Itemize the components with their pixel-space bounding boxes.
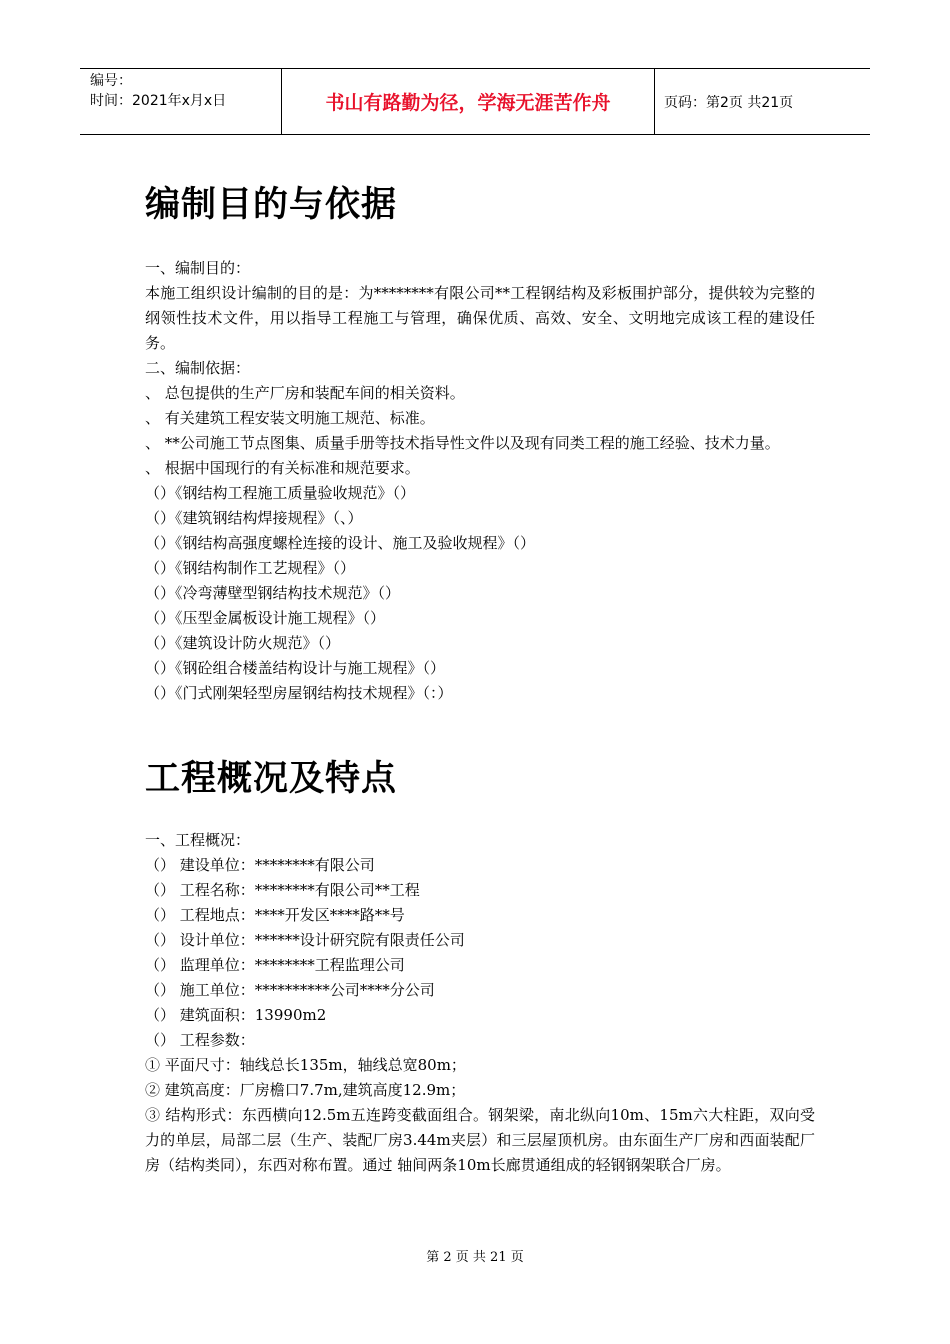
parameter-item: ② 建筑高度：厂房檐口7.7m,建筑高度12.9m； [145, 1081, 466, 1099]
section-overview-body [145, 828, 815, 1178]
page-header [80, 68, 870, 135]
standard-item: （）《建筑设计防火规范》（） [145, 634, 341, 652]
paragraph: 一、编制目的： [145, 259, 251, 277]
standard-item: （）《钢结构制作工艺规程》（） [145, 559, 356, 577]
section-title-overview: 工程概况及特点 [145, 759, 398, 799]
list-item: （） 工程参数： [145, 1031, 255, 1049]
document-number-label: 编号： [90, 73, 132, 89]
standard-item: （）《钢结构工程施工质量验收规范》（） [145, 484, 416, 502]
list-item: （） 工程地点：****开发区****路**号 [145, 906, 405, 924]
list-item: （） 施工单位：**********公司****分公司 [145, 981, 435, 999]
standard-item: （）《钢结构高强度螺栓连接的设计、施工及验收规程》（） [145, 534, 536, 552]
paragraph: 本施工组织设计编制的目的是：为********有限公司**工程钢结构及彩板围护部分，提供较为完整的纲领性技术文件，用以指导工程施工与管理，确保优质、高效、安全、文明地完成该工程的建设任务。 [145, 284, 815, 352]
parameter-item: ③ 结构形式：东西横向12.5m五连跨变截面组合。钢架梁，南北纵向10m、15m六大柱距，双向受力的单层，局部二层（生产、装配厂房3.44m夹层）和三层屋顶机房。由东面生产厂房和西面装配厂房（结构类同），东西对称布置。通过 轴间两条10m长廊贯通组成的轻钢钢架联合厂房。 [145, 1106, 815, 1174]
document-date: 时间：2021年x月x日 [90, 93, 227, 109]
section-purpose-body [145, 256, 815, 706]
header-meta [80, 69, 282, 134]
list-item: （） 设计单位：******设计研究院有限责任公司 [145, 931, 465, 949]
paragraph: 二、编制依据： [145, 359, 251, 377]
list-item: （） 工程名称：********有限公司**工程 [145, 881, 420, 899]
standard-item: （）《压型金属板设计施工规程》（） [145, 609, 386, 627]
header-motto: 书山有路勤为径，学海无涯苦作舟 [282, 69, 655, 134]
parameter-item: ① 平面尺寸：轴线总长135m，轴线总宽80m； [145, 1056, 466, 1074]
document-body [145, 180, 815, 1178]
list-item: 、 **公司施工节点图集、质量手册等技术指导性文件以及现有同类工程的施工经验、技术力量。 [145, 434, 780, 452]
standard-item: （）《钢砼组合楼盖结构设计与施工规程》（） [145, 659, 446, 677]
list-item: 、 有关建筑工程安装文明施工规范、标准。 [145, 409, 435, 427]
list-item: 、 根据中国现行的有关标准和规范要求。 [145, 459, 420, 477]
header-page-number: 页码：第2页 共21页 [664, 94, 794, 111]
paragraph: 一、工程概况： [145, 831, 251, 849]
list-item: （） 建筑面积：13990m2 [145, 1006, 327, 1024]
standard-item: （）《门式刚架轻型房屋钢结构技术规程》（：） [145, 684, 453, 702]
list-item: （） 监理单位：********工程监理公司 [145, 956, 405, 974]
section-title-purpose: 编制目的与依据 [145, 185, 398, 225]
list-item: 、 总包提供的生产厂房和装配车间的相关资料。 [145, 384, 465, 402]
page-footer: 第 2 页 共 21 页 [426, 1250, 524, 1265]
list-item: （） 建设单位：********有限公司 [145, 856, 375, 874]
standard-item: （）《建筑钢结构焊接规程》（、） [145, 509, 363, 527]
standard-item: （）《冷弯薄壁型钢结构技术规范》（） [145, 584, 401, 602]
